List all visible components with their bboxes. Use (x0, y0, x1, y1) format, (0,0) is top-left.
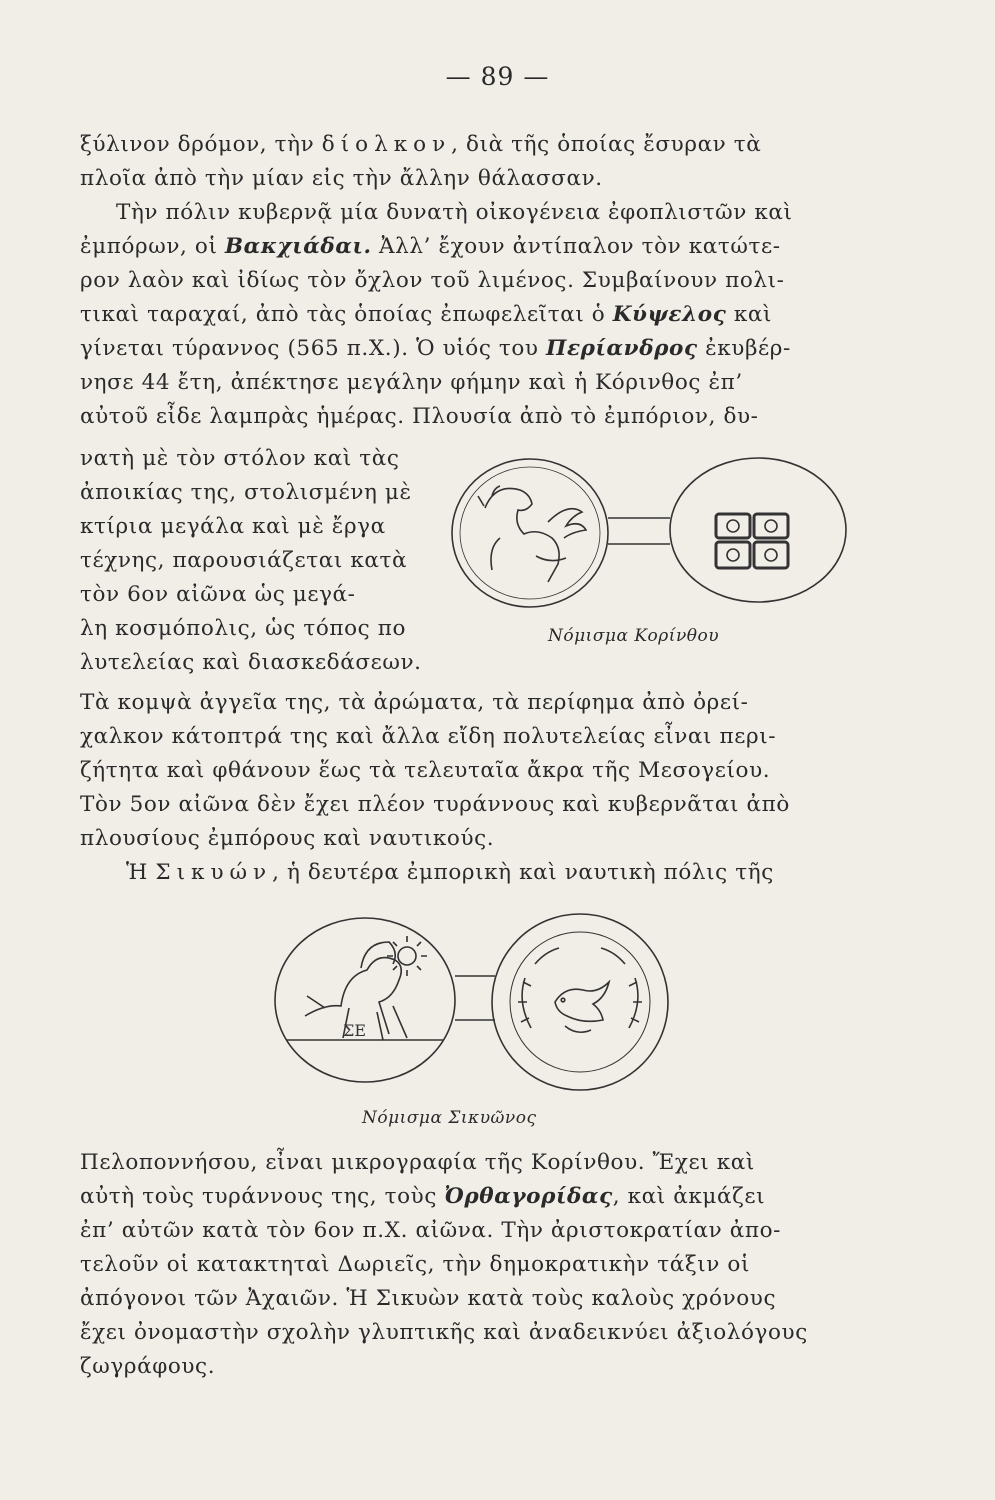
caption-corinth-coin: Νόμισμα Κορίνθου (548, 626, 720, 646)
text-line: ἀπόγονοι τῶν Ἀχαιῶν. Ἡ Σικυὼν κατὰ τοὺς καλοὺς χρόνους (80, 1286, 777, 1311)
text-line: ξύλινον δρόμον, τὴν δίολκον, διὰ τῆς ὁποίας ἔσυραν τὰ (80, 132, 762, 157)
page-number: — 89 — (445, 62, 550, 91)
text-line: νατὴ μὲ τὸν στόλον καὶ τὰς (80, 446, 400, 471)
name-kypselos: Κύψελος (612, 302, 727, 327)
coin-inscription: ΣΕ (343, 1021, 366, 1040)
text-line: ἔχει ὀνομαστὴν σχολὴν γλυπτικῆς καὶ ἀναδεικνύει ἀξιολόγους (80, 1320, 808, 1345)
text-line: γίνεται τύραννος (565 π.Χ.). Ὁ υἱός του Περίανδρος ἐκυβέρ- (80, 336, 791, 361)
text-line: νησε 44 ἔτη, ἀπέκτησε μεγάλην φήμην καὶ ἡ Κόρινθος ἐπ’ (80, 370, 743, 395)
text-line: ἀποικίας της, στολισμένη μὲ (80, 480, 412, 505)
text-line: ἐπ’ αὐτῶν κατὰ τὸν 6ον π.Χ. αἰῶνα. Τὴν ἀριστοκρατίαν ἀπο- (80, 1218, 782, 1243)
text-line: Πελοποννήσου, εἶναι μικρογραφία τῆς Κορίνθου. Ἔχει καὶ (80, 1150, 755, 1175)
chimera-coin-face (275, 918, 455, 1082)
text-line: Ἡ Σικυών, ἡ δευτέρα ἐμπορικὴ καὶ ναυτικὴ πόλις τῆς (126, 860, 774, 885)
text-line: Τὴν πόλιν κυβερνᾷ μία δυνατὴ οἰκογένεια ἐφοπλιστῶν καὶ (116, 200, 793, 225)
text-line: λυτελείας καὶ διασκεδάσεων. (80, 650, 422, 675)
text-line: τὸν 6ον αἰῶνα ὡς μεγά- (80, 582, 356, 607)
emphasized-word: δίολκον (321, 132, 452, 157)
name-orthagoridas: Ὀρθαγορίδας (444, 1184, 613, 1209)
text-line: πλουσίους ἐμπόρους καὶ ναυτικούς. (80, 826, 495, 851)
text-line: κτίρια μεγάλα καὶ μὲ ἔργα (80, 514, 386, 539)
text-line: πλοῖα ἀπὸ τὴν μίαν εἰς τὴν ἄλλην θάλασσαν. (80, 166, 603, 191)
text-line: τελοῦν οἱ κατακτηταὶ Δωριεῖς, τὴν δημοκρατικὴν τάξιν οἱ (80, 1252, 750, 1277)
text-line: ζωγράφους. (80, 1354, 216, 1379)
name-periandros: Περίανδρος (546, 336, 698, 361)
caption-sikyon-coin: Νόμισμα Σικυῶνος (362, 1108, 537, 1128)
text-line: Τὰ κομψὰ ἀγγεῖα της, τὰ ἀρώματα, τὰ περίφημα ἀπὸ ὀρεί- (80, 690, 749, 715)
text-line: λη κοσμόπολις, ὡς τόπος πο (80, 616, 407, 641)
text-line: τικαὶ ταραχαί, ἀπὸ τὰς ὁποίας ἐπωφελεῖται ὁ Κύψελος καὶ (80, 302, 773, 327)
text-line: χαλκον κάτοπτρά της καὶ ἄλλα εἴδη πολυτελείας εἶναι περι- (80, 724, 777, 749)
dove-wreath-coin-face (492, 914, 668, 1090)
sikyon-coin-illustration (265, 908, 685, 1108)
pegasus-coin-face (452, 459, 608, 607)
text-line: αὐτὴ τοὺς τυράννους της, τοὺς Ὀρθαγορίδας, καὶ ἀκμάζει (80, 1184, 766, 1209)
text-line: αὐτοῦ εἶδε λαμπρὰς ἡμέρας. Πλουσία ἀπὸ τὸ ἐμπόριον, δυ- (80, 404, 759, 429)
incuse-square-coin-face (670, 458, 846, 602)
text-line: ζήτητα καὶ φθάνουν ἕως τὰ τελευταῖα ἄκρα τῆς Μεσογείου. (80, 758, 771, 783)
emphasized-word: Σικυών (155, 860, 273, 885)
corinth-coin-illustration (440, 448, 850, 623)
name-bakchiadai: Βακχιάδαι. (224, 234, 372, 259)
text-line: τέχνης, παρουσιάζεται κατὰ (80, 548, 408, 573)
text-line: ρον λαὸν καὶ ἰδίως τὸν ὄχλον τοῦ λιμένος. Συμβαίνουν πολι- (80, 268, 785, 293)
text-line: Τὸν 5ον αἰῶνα δὲν ἔχει πλέον τυράννους καὶ κυβερνᾶται ἀπὸ (80, 792, 790, 817)
text-line: ἐμπόρων, οἱ Βακχιάδαι. Ἀλλ’ ἔχουν ἀντίπαλον τὸν κατώτε- (80, 234, 781, 259)
